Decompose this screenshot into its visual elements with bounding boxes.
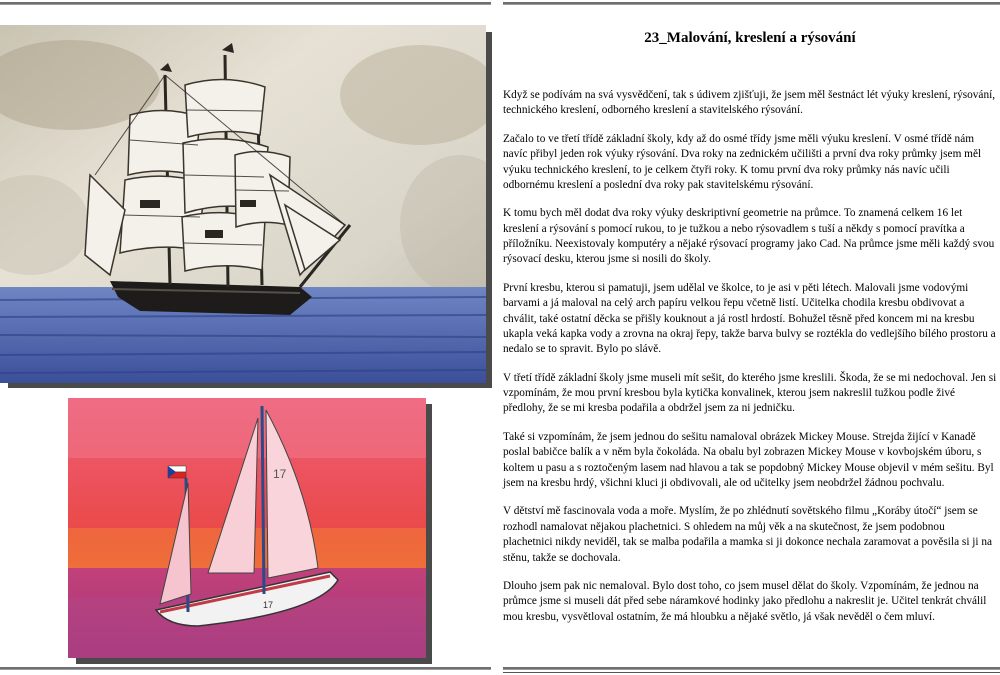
top-rule-left (0, 2, 491, 5)
article-title: 23_Malování, kreslení a rýsování (644, 30, 856, 46)
bottom-rule-left (0, 667, 491, 670)
top-rule-right (503, 2, 1000, 5)
svg-text:17: 17 (263, 600, 274, 610)
sailboat-painting (68, 398, 426, 658)
paragraph: Když se podívám na svá vysvědčení, tak s údivem zjišťuji, že jsem měl šestnáct lét výuky kreslení, rýsování, technického kreslení, odborného kreslení a stavitelského rýsování. (503, 89, 996, 117)
paragraph: V dětství mě fascinovala voda a moře. Myslím, že po zhlédnutí sovětského filmu „Koráby útočí“ jsem se rozhodl namalovat nějakou plachetnici. S ohledem na můj věk a na skutečnost, že jsem podobnou plachetnici nikdy neviděl, tak se malba podařila a mamka si ji dokonce nechala zaramovat a pověsila si ji na stěnu, takže se dochovala. (503, 505, 993, 564)
paragraph: Také si vzpomínám, že jsem jednou do sešitu namaloval obrázek Mickey Mouse. Strejda žijící v Kanadě poslal babičce balík a v něm byla čokoláda. Na obalu byl zobrazen Mickey Mouse v kovbojském úboru, s koltem u pasu a s roztočeným lasem nad hlavou a tak se popdobný Mickey Mouse objevil v mém sešitu. Byl jsem na kresbu hrdý, všichni kluci ji obdivovali, ale od učitelky jsem neobdržel žádnou pochvalu. (503, 430, 994, 489)
paragraph: Začalo to ve třetí třídě základní školy, kdy až do osmé třídy jsme měli výuku kreslení. V osmé třídě nám navíc přibyl jeden rok výuky rýsování. Dva roky na zednickém učilišti a první dva roky průmky jsem měl výuku technického kreslení, to je celkem čtyři roky. K tomu první dva roky průmky nás navíc učili odbornému kreslení a poslední dva roky pak stavitelskému rýsování. (503, 132, 982, 191)
paragraph: K tomu bych měl dodat dva roky výuky deskriptivní geometrie na průmce. To znamená celkem 16 let kreslení a rýsování s pomocí rukou, to je tužkou a nebo rýsovadlem s tuší a někdy s pomocí pravítka a příložníku. Neexistovaly komputéry a nějaké rýsovací programy jako Cad. Na průmce jsme měli každý svou rýsovací desku, kterou jsme si nosili do školy. (503, 207, 995, 266)
bottom-rule-right-inner (503, 672, 1000, 673)
paragraph: V třetí třídě základní školy jsme museli mít sešit, do kterého jsme kreslili. Škoda, že se mi nedochoval. Jen si vzpomínám, že mou první kresbou byla kytička konvalinek, kterou jsem nakreslil tužkou podle živé předlohy, že se mi kresba podařila a obdržel jsem za ni jedničku. (503, 371, 997, 415)
ship-painting (0, 25, 486, 383)
sail-number: 17 (273, 467, 287, 481)
paragraph: První kresbu, kterou si pamatuji, jsem udělal ve školce, to je asi v pěti létech. Malovali jsme vodovými barvami a já maloval na celý arch papíru velkou řepu včetně listí. Učitelka chodila kresbu obdivovat a chválit, také ostatní děcka se přišly kouknout a já rostl hrdostí. Bohužel těsně před koncem mi na kresbu ukapla veká kapka vody a zrovna na okraj řepy, takže barva bulvy se roztékla do vedlejšího bílého prostoru a nedalo se to spravit. Bylo po slávě. (503, 281, 996, 356)
paragraph: Dlouho jsem pak nic nemaloval. Bylo dost toho, co jsem musel dělat do školy. Vzpomínám, že jednou na průmce jsme si museli dát před sebe náramkové hodinky jako předlohu a nakreslit je. Učitel tenkrát chválil mou kresbu, vysvětloval ostatním, že má hloubku a nějaké světlo, já však nevěděl o čem mluví. (503, 579, 987, 623)
bottom-rule-right (503, 667, 1000, 670)
article-body (503, 88, 997, 638)
